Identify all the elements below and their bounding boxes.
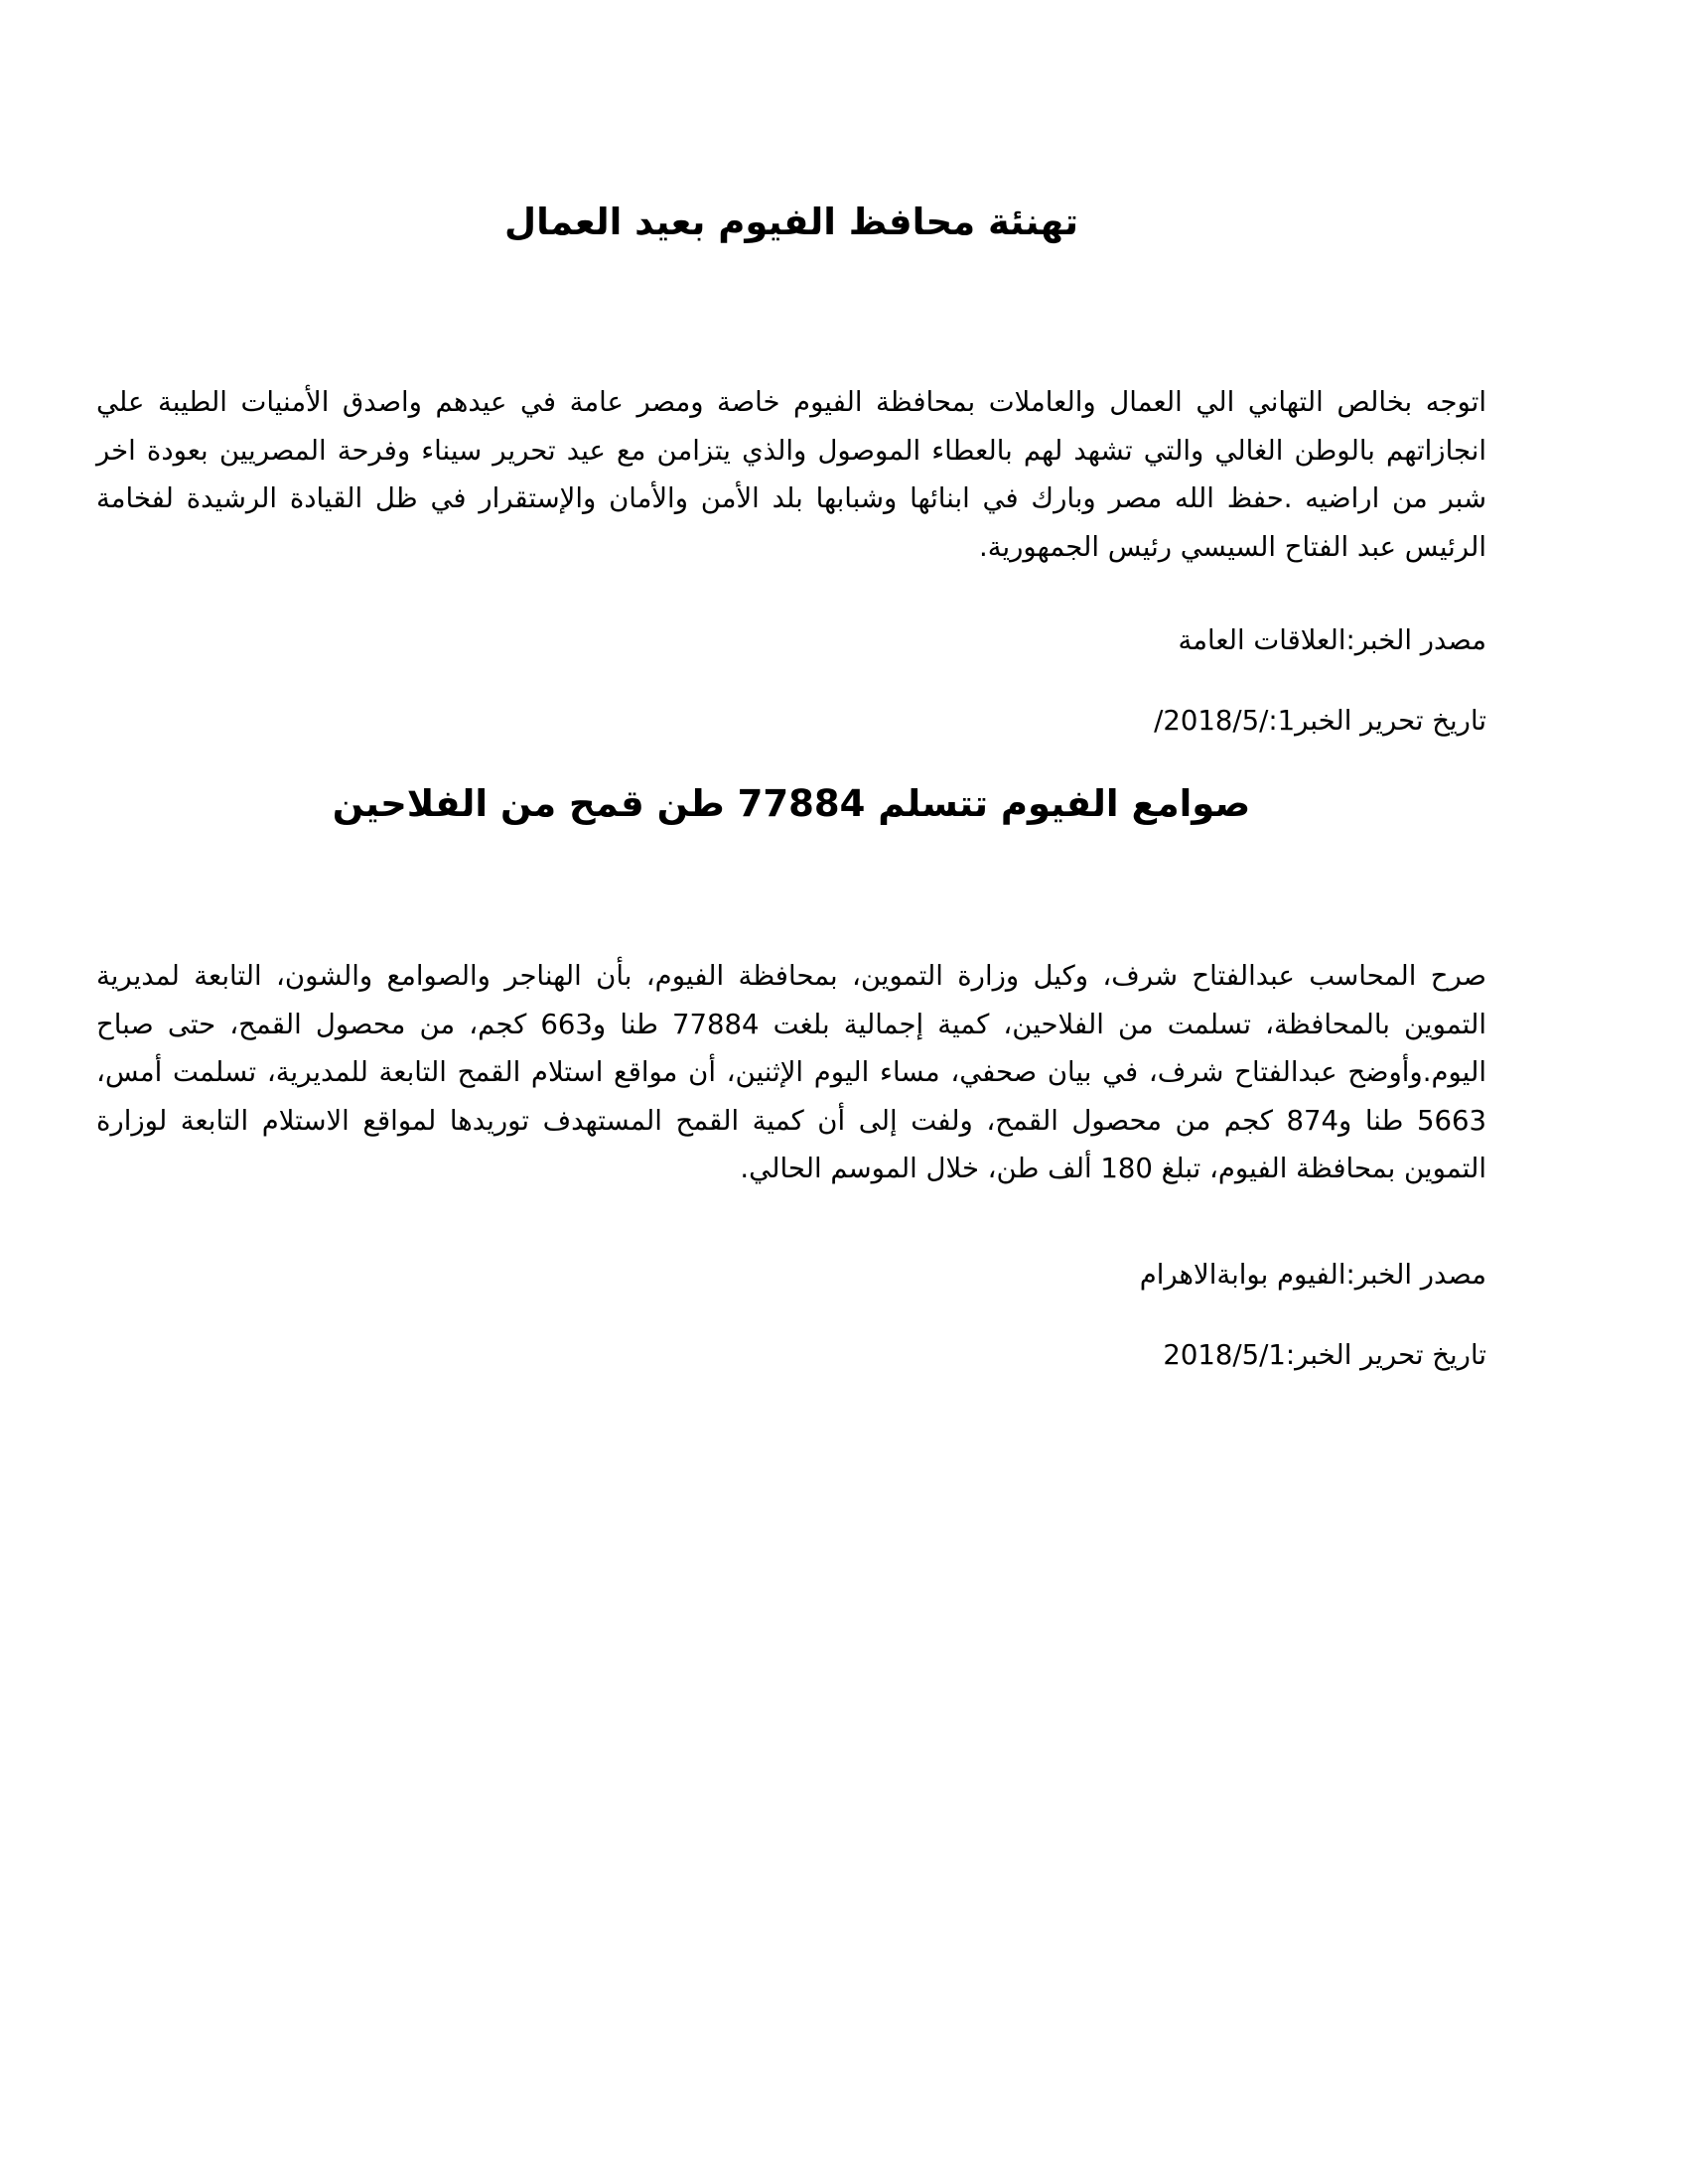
article-2-source: مصدر الخبر:الفيوم بوابةالاهرام <box>1139 1259 1486 1291</box>
article-2-date: تاريخ تحرير الخبر:2018/5/1 <box>1163 1339 1486 1371</box>
article-1-date: تاريخ تحرير الخبر1:/2018/5/ <box>1154 705 1486 737</box>
article-1-body: اتوجه بخالص التهاني الي العمال والعاملات بمحافظة الفيوم خاصة ومصر عامة في عيدهم واصدق الأمنيات الطيبة علي انجازاتهم بالوطن الغالي والتي تشهد لهم بالعطاء الموصول والذي يتزامن مع عيد تحرير سيناء وفرحة المصريين بعودة اخر شبر من اراضيه .حفظ الله مصر وبارك في ابنائها وشبابها بلد الأمن والأمان والإستقرار في ظل القيادة الرشيدة لفخامة الرئيس عبد الفتاح السيسي رئيس الجمهورية. <box>96 386 1486 563</box>
article-1-source: مصدر الخبر:العلاقات العامة <box>1178 624 1486 656</box>
article-1-title: تهنئة محافظ الفيوم بعيد العمال <box>504 201 1078 243</box>
article-2-title: صوامع الفيوم تتسلم 77884 طن قمح من الفلاحين <box>332 782 1251 825</box>
article-2-body: صرح المحاسب عبدالفتاح شرف، وكيل وزارة التموين، بمحافظة الفيوم، بأن الهناجر والصوامع والشون، التابعة لمديرية التموين بالمحافظة، تسلمت من الفلاحين، كمية إجمالية بلغت 77884 طنا و663 كجم، من محصول القمح، حتى صباح اليوم.وأوضح عبدالفتاح شرف، في بيان صحفي، مساء اليوم الإثنين، أن مواقع استلام القمح التابعة للمديرية، تسلمت أمس، 5663 طنا و874 كجم من محصول القمح، ولفت إلى أن كمية القمح المستهدف توريدها لمواقع الاستلام التابعة لوزارة التموين بمحافظة الفيوم، تبلغ 180 ألف طن، خلال الموسم الحالي. <box>96 960 1487 1184</box>
